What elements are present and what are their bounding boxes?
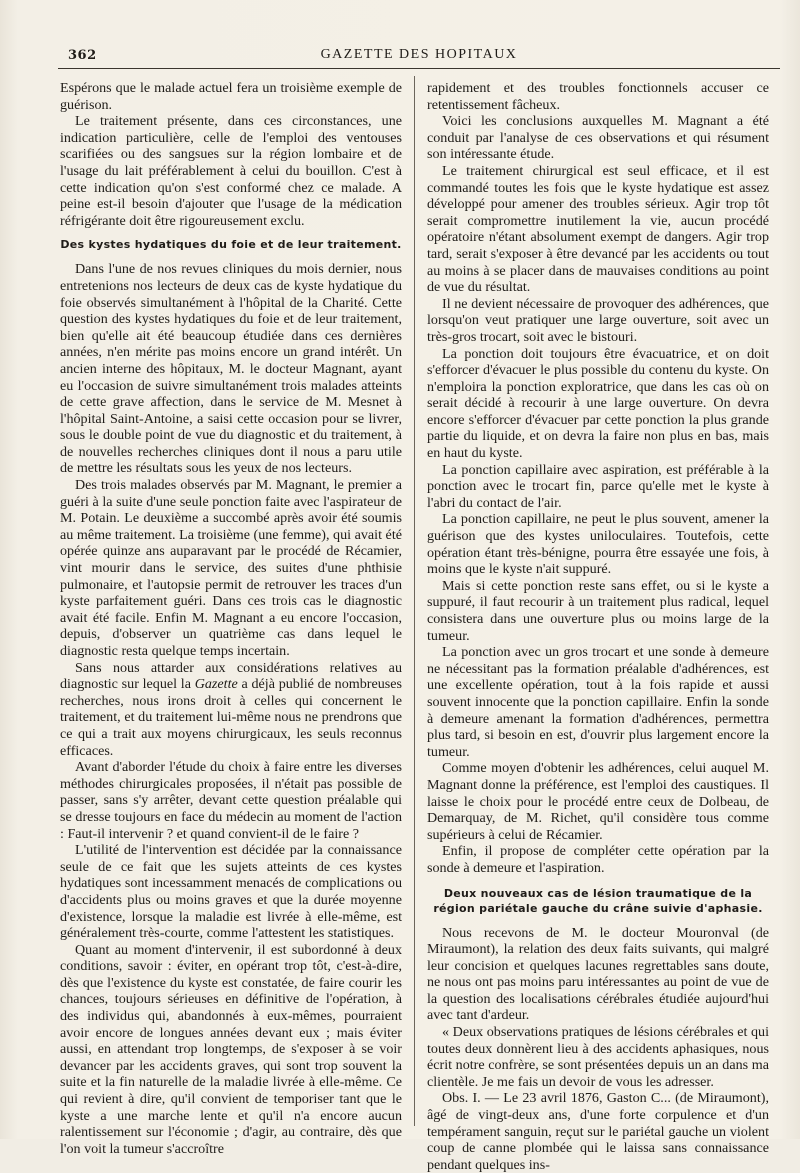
paragraph: rapidement et des troubles fonctionnels accuser ce retentissement fâcheux.	[427, 80, 769, 113]
paragraph: Le traitement chirurgical est seul efficace, et il est commandé toutes les fois que le kyste hydatique est assez développé pour amener des troubles sérieux. Agir trop tôt serait compromettre inutilement la vie, aucun procédé opératoire n'étant absolument exempt de dangers. Agir trop tard, serait s'exposer à être devancé par les accidents ou tout au moins à se placer dans de mauvaises conditions au point de vue du résultat.	[427, 162, 769, 296]
paragraph: La ponction avec un gros trocart et une sonde à demeure ne nécessitant pas la formation préalable d'adhérences, est une excellente opération, tout à la fois rapide et aussi souvent innocente que la ponction capillaire. Enfin la sonde à demeure amenant la formation d'adhérences, permettra plus tard, si besoin en est, d'ouvrir plus largement encore la tumeur.	[427, 644, 769, 760]
paragraph: L'utilité de l'intervention est décidée par la connaissance seule de ce fait que les sujets atteints de ces kystes hydatiques sont incessamment menacés de complications ou d'accidents plus ou moins graves et que la durée moyenne d'existence, lorsque la maladie est livrée à elle-même, est généralement très-courte, comme l'attestent les statistiques.	[60, 842, 402, 942]
paragraph: Il ne devient nécessaire de provoquer des adhérences, que lorsqu'on veut pratiquer une large ouverture, soit avec un très-gros trocart, soit avec le bistouri.	[427, 295, 769, 345]
paragraph: Quant au moment d'intervenir, il est subordonné à deux conditions, savoir : éviter, en opérant trop tôt, c'est-à-dire, dès que l'existence du kyste est constatée, de faire courir les chances, toujours sérieuses en définitive de l'opération, à des individus qui, abandonnés à eux-mêmes, pourraient avoir encore de longues années devant eux ; mais éviter aussi, en attendant trop longtemps, de s'exposer à se voir devancer par les accidents graves, qui sont trop souvent la suite et la fin naturelle de la maladie livrée à elle-même. Ce qui revient à dire, qu'il convient de temporiser tant que le kyste a une marche lente et qu'il n'a encore aucun ralentissement sur l'économie ; d'agir, au contraire, dès que l'on voit la tumeur s'accroître	[60, 941, 402, 1157]
left-column	[60, 80, 402, 1157]
paragraph: La ponction capillaire avec aspiration, est préférable à la ponction avec le trocart fin, parce qu'elle met le kyste à l'abri du contact de l'air.	[427, 461, 769, 511]
paragraph: Voici les conclusions auxquelles M. Magnant a été conduit par l'analyse de ces observations et qui résument son intéressante étude.	[427, 113, 769, 163]
paragraph: La ponction capillaire, ne peut le plus souvent, amener la guérison que des kystes uniloculaires. Toutefois, cette opération étant très-bénigne, pourra être essayée une fois, à moins que le kyste n'ait suppuré.	[427, 511, 769, 578]
page-header	[58, 40, 780, 69]
column-divider	[414, 76, 415, 1126]
paragraph: Dans l'une de nos revues cliniques du mois dernier, nous entretenions nos lecteurs de deux cas de kyste hydatique du foie observés simultanément à l'hôpital de la Charité. Cette question des kystes hydatiques du foie et de leur traitement, bien qu'elle ait été beaucoup étudiée dans ces dernières années, n'en mérite pas moins encore un grand intérêt. Un ancien interne des hôpitaux, M. le docteur Magnant, ayant eu l'occasion de suivre simultanément trois malades atteints de cette grave affection, dans le service de M. Mesnet à l'hôpital Saint-Antoine, a saisi cette occasion pour se livrer, sous le double point de vue du diagnostic et du traitement, à de nouvelles recherches cliniques dont il nous a paru utile de mettre les résultats sous les yeux de nos lecteurs.	[60, 261, 402, 477]
paragraph: Mais si cette ponction reste sans effet, ou si le kyste a suppuré, il faut recourir à un traitement plus radical, lequel consistera dans une ouverture plus ou moins large de la tumeur.	[427, 577, 769, 644]
paragraph: « Deux observations pratiques de lésions cérébrales et qui toutes deux donnèrent lieu à des accidents aphasiques, nous écrit notre confrère, se sont présentées depuis un an dans ma clientèle. Je me fais un devoir de vous les adresser.	[427, 1024, 769, 1090]
running-title: GAZETTE DES HOPITAUX	[320, 47, 518, 62]
paragraph-text: a déjà publié de nombreuses recherches, nous irons droit à celles qui concernent le traitement, et du traitement lui-même nous ne prendrons que ce qui a trait aux moyens chirurgicaux, les seuls reconnus efficaces.	[60, 676, 403, 759]
paragraph: Le traitement présente, dans ces circonstances, une indication particulière, celle de l'emploi des ventouses scarifiées ou des sangsues sur la région lombaire et de l'usage du lait préférablement à celui du bouillon. C'est à cette indication qu'on s'est conformé chez ce malade. A peine est-il besoin d'ajouter que l'usage de la médication réfrigérante doit être rigoureusement exclu.	[60, 113, 402, 229]
journal-name: Gazette	[194, 676, 238, 693]
paragraph: Enfin, il propose de compléter cette opération par la sonde à demeure et l'aspiration.	[427, 843, 769, 876]
right-column	[427, 80, 769, 1173]
paragraph: Obs. I. — Le 23 avril 1876, Gaston C... (de Miraumont), âgé de vingt-deux ans, d'une forte corpulence et d'un tempérament sanguin, reçut sur le pariétal gauche un violent coup de canne plombée qui le laissa sans connaissance pendant quelques ins-	[427, 1090, 769, 1173]
paragraph: Comme moyen d'obtenir les adhérences, celui auquel M. Magnant donne la préférence, est l'emploi des caustiques. Il laisse le choix pour le procédé entre ceux de Dolbeau, de Demarquay, de M. Richet, qu'il considère tous comme supérieurs à celui de Récamier.	[427, 760, 769, 843]
paragraph	[60, 660, 402, 760]
page-number: 362	[68, 48, 97, 63]
paragraph: Espérons que le malade actuel fera un troisième exemple de guérison.	[60, 80, 402, 113]
paragraph: Avant d'aborder l'étude du choix à faire entre les diverses méthodes chirurgicales proposées, il n'était pas possible de passer, sans s'y arrêter, devant cette question préalable qui se dresse toujours en face du médecin au moment de l'action : Faut-il intervenir ? et quand convient-il de le faire ?	[60, 759, 402, 842]
paragraph: Des trois malades observés par M. Magnant, le premier a guéri à la suite d'une seule ponction faite avec l'aspirateur de M. Potain. Le deuxième a succombé après avoir été soumis au même traitement. La troisième (une femme), qui avait été opérée quinze ans auparavant par le procédé de Récamier, vint mourir dans le service, des suites d'une phthisie pulmonaire, et l'autopsie permit de retrouver les traces d'un kyste parfaitement guéri. Dans ces trois cas le diagnostic avait été facile. Enfin M. Magnant a eu encore l'occasion, depuis, d'observer un quatrième cas dans lequel le diagnostic resta quelque temps incertain.	[60, 477, 402, 659]
section-title: Des kystes hydatiques du foie et de leur traitement.	[60, 238, 402, 252]
paragraph: La ponction doit toujours être évacuatrice, et on doit s'efforcer d'évacuer le plus possible du contenu du kyste. On n'emploira la ponction exploratrice, que dans les cas où on serait décidé à recourir à une large ouverture. On devra encore s'efforcer d'évacuer par cette ponction la plus grande partie du liquide, et on devra la faire non plus en bas, mais en haut du kyste.	[427, 345, 769, 462]
paragraph: Nous recevons de M. le docteur Mouronval (de Miraumont), la relation des deux faits suivants, qui malgré leur concision et quelques lacunes regrettables sans doute, ne nous ont pas moins paru intéressantes au point de vue de la question des localisations cérébrales étudiée aujourd'hui avec tant d'ardeur.	[427, 924, 769, 1024]
paragraph-text: Sans nous attarder aux considérations relatives au diagnostic sur lequel la	[60, 659, 402, 693]
section-title: Deux nouveaux cas de lésion traumatique de la région pariétale gauche du crâne suivie d'aphasie.	[433, 886, 763, 915]
